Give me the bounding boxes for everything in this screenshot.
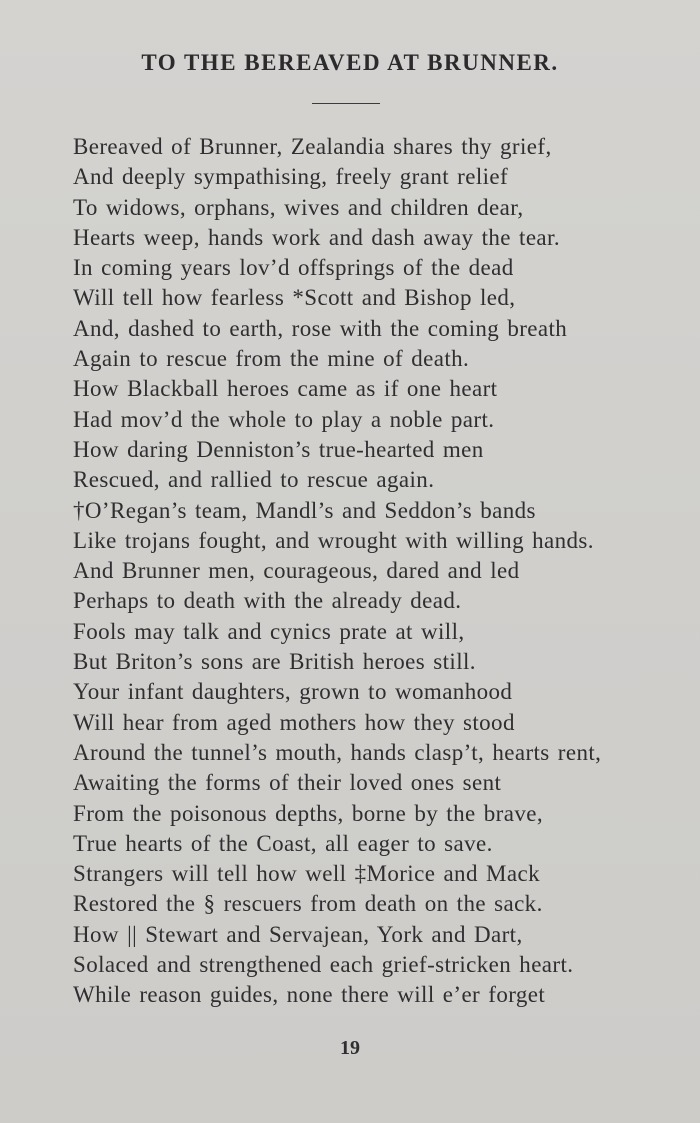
poem-line: Restored the § rescuers from death on the sack. [73,891,543,917]
page-title: TO THE BEREAVED AT BRUNNER. [141,50,559,75]
poem-line: Bereaved of Brunner, Zealandia shares thy grief, [73,134,552,159]
poem-line: Like trojans fought, and wrought with willing hands. [73,527,594,553]
poem-line: †O’Regan’s team, Mandl’s and Seddon’s bands [73,497,536,523]
poem-line: Fools may talk and cynics prate at will, [73,618,465,644]
title-divider [312,103,380,104]
poem-line: Awaiting the forms of their loved ones sent [73,770,502,796]
poem-body [73,132,673,1011]
poem-line: Will tell how fearless *Scott and Bishop led, [73,285,516,311]
poem-line: Had mov’d the whole to play a noble part. [73,406,495,432]
poem-line: Again to rescue from the mine of death. [73,346,470,372]
poem-line: And deeply sympathising, freely grant relief [73,164,509,190]
poem-line: How daring Denniston’s true-hearted men [73,436,484,462]
poem-line: Hearts weep, hands work and dash away the tear. [73,224,560,250]
poem-line: How Blackball heroes came as if one heart [73,376,498,402]
poem-line: In coming years lov’d offsprings of the dead [73,255,514,281]
poem-line: Perhaps to death with the already dead. [73,588,462,614]
poem-line: Your infant daughters, grown to womanhood [73,679,513,705]
poem-line: While reason guides, none there will e’er forget [73,982,546,1008]
page-number: 19 [340,1037,360,1059]
poem-line: Rescued, and rallied to rescue again. [73,467,435,493]
poem-line: How || Stewart and Servajean, York and Dart, [73,921,523,947]
poem-line: But Briton’s sons are British heroes still. [73,649,476,675]
poem-line: Around the tunnel’s mouth, hands clasp’t, hearts rent, [73,739,602,765]
poem-line: Will hear from aged mothers how they stood [73,709,515,735]
poem-line: From the poisonous depths, borne by the brave, [73,800,543,826]
poem-line: And, dashed to earth, rose with the coming breath [73,315,568,341]
poem-line: True hearts of the Coast, all eager to save. [73,830,493,856]
poem-line: Strangers will tell how well ‡Morice and Mack [73,861,540,887]
poem-line: And Brunner men, courageous, dared and led [73,558,520,584]
poem-line: To widows, orphans, wives and children dear, [73,194,524,220]
poem-line: Solaced and strengthened each grief-stricken heart. [73,952,574,978]
